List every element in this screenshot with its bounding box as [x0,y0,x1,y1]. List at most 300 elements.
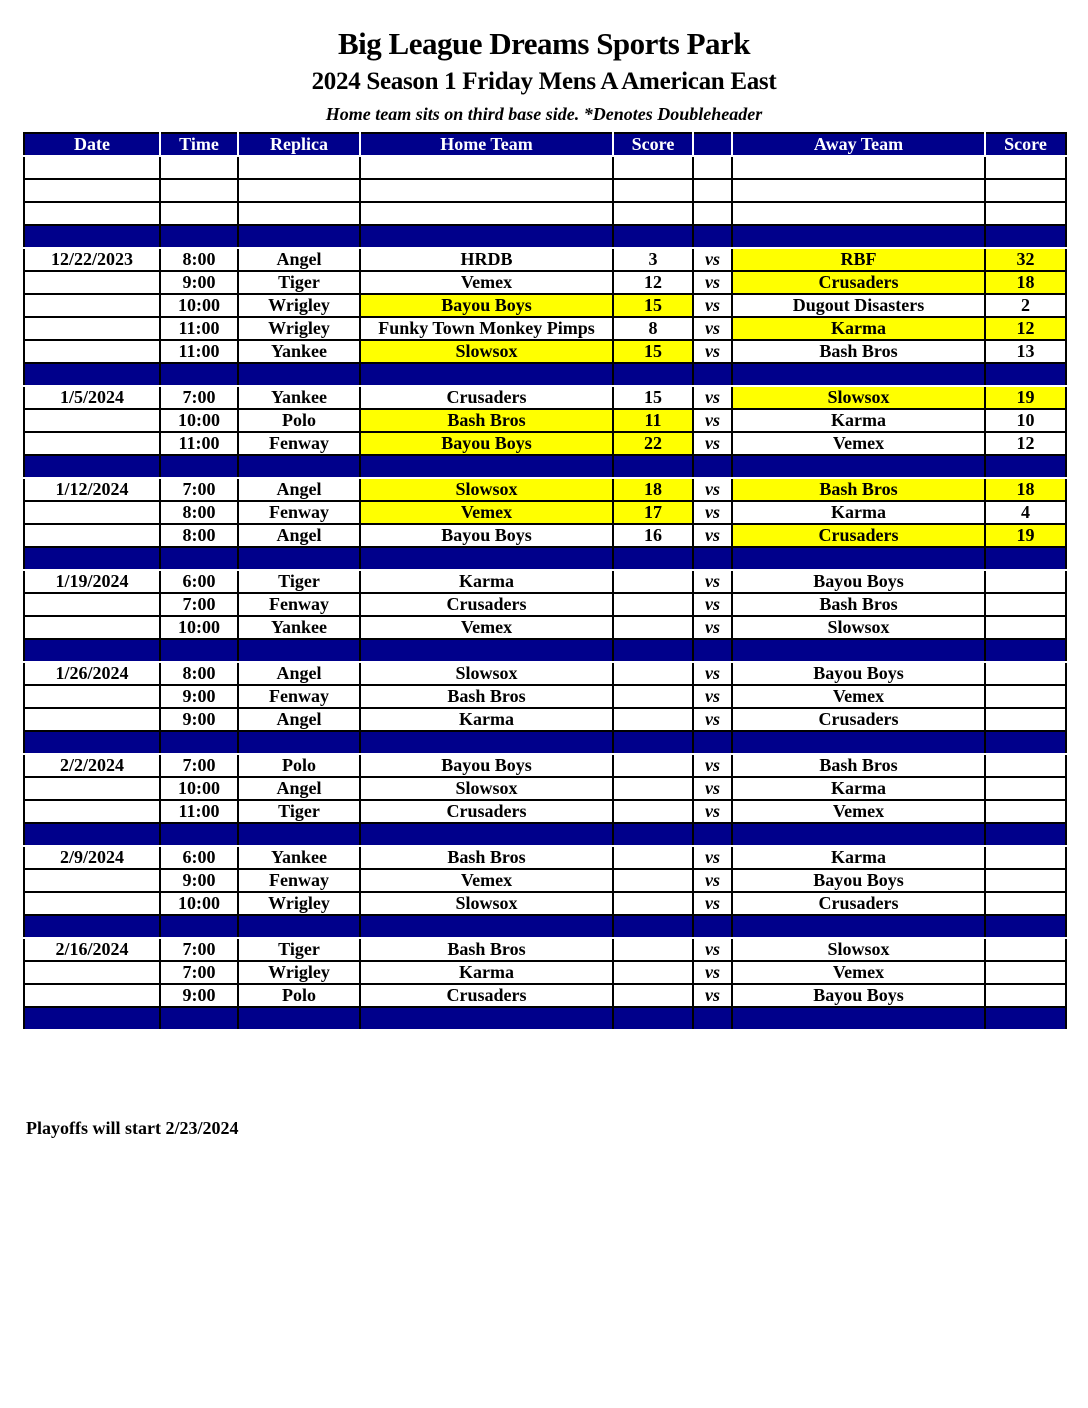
separator-cell [693,455,732,478]
separator-cell [693,225,732,248]
separator-row [24,731,1066,754]
cell-away-team: Slowsox [732,616,985,639]
game-row [24,478,1066,501]
separator-cell [693,915,732,938]
cell-time: 7:00 [160,754,238,777]
cell-home-score [613,869,693,892]
cell-home-team: Slowsox [360,892,613,915]
cell-away-team: Crusaders [732,524,985,547]
cell-away-team: Crusaders [732,892,985,915]
blank-cell [693,179,732,202]
separator-cell [360,1007,613,1030]
cell-home-team: Karma [360,961,613,984]
cell-away-team: Vemex [732,685,985,708]
game-row [24,248,1066,271]
cell-away-score [985,685,1066,708]
game-row [24,386,1066,409]
cell-date [24,501,160,524]
cell-home-score: 22 [613,432,693,455]
blank-cell [360,156,613,179]
blank-cell [360,202,613,225]
separator-cell [238,225,360,248]
game-row [24,685,1066,708]
cell-home-score [613,662,693,685]
cell-away-score [985,754,1066,777]
cell-time: 11:00 [160,800,238,823]
cell-replica: Fenway [238,685,360,708]
cell-home-team: Crusaders [360,800,613,823]
cell-away-score: 2 [985,294,1066,317]
cell-home-score: 15 [613,340,693,363]
separator-cell [24,1007,160,1030]
separator-cell [732,915,985,938]
cell-replica: Tiger [238,271,360,294]
cell-date: 2/9/2024 [24,846,160,869]
separator-cell [238,731,360,754]
cell-home-score [613,708,693,731]
cell-vs: vs [693,800,732,823]
cell-away-team: Bayou Boys [732,869,985,892]
cell-away-score: 4 [985,501,1066,524]
game-row [24,708,1066,731]
game-row [24,846,1066,869]
separator-cell [985,455,1066,478]
cell-time: 8:00 [160,248,238,271]
cell-home-team: Funky Town Monkey Pimps [360,317,613,340]
cell-home-score [613,616,693,639]
blank-cell [732,202,985,225]
cell-away-score [985,938,1066,961]
blank-cell [24,156,160,179]
separator-row [24,915,1066,938]
cell-home-score: 11 [613,409,693,432]
cell-replica: Angel [238,478,360,501]
cell-date [24,432,160,455]
game-row [24,501,1066,524]
page-title: Big League Dreams Sports Park [337,26,751,61]
cell-home-score: 12 [613,271,693,294]
cell-away-team: Bayou Boys [732,662,985,685]
cell-time: 11:00 [160,340,238,363]
cell-away-score: 12 [985,317,1066,340]
separator-row [24,455,1066,478]
cell-date [24,961,160,984]
cell-vs: vs [693,984,732,1007]
separator-cell [985,547,1066,570]
cell-home-team: Bayou Boys [360,524,613,547]
cell-vs: vs [693,777,732,800]
cell-home-score: 18 [613,478,693,501]
separator-cell [693,823,732,846]
cell-replica: Angel [238,777,360,800]
separator-cell [985,225,1066,248]
separator-cell [985,1007,1066,1030]
cell-away-team: Vemex [732,432,985,455]
cell-home-score [613,846,693,869]
col-header-away-team: Away Team [732,133,985,156]
separator-cell [360,639,613,662]
game-row [24,409,1066,432]
game-row [24,593,1066,616]
separator-cell [238,547,360,570]
cell-home-team: Slowsox [360,777,613,800]
separator-row [24,1007,1066,1030]
cell-home-team: Crusaders [360,386,613,409]
separator-cell [238,363,360,386]
cell-time: 9:00 [160,271,238,294]
separator-cell [732,225,985,248]
cell-home-team: Karma [360,708,613,731]
separator-cell [238,455,360,478]
cell-home-team: HRDB [360,248,613,271]
cell-time: 10:00 [160,616,238,639]
cell-time: 9:00 [160,984,238,1007]
cell-replica: Tiger [238,938,360,961]
cell-replica: Tiger [238,800,360,823]
separator-cell [613,455,693,478]
game-row [24,432,1066,455]
cell-vs: vs [693,869,732,892]
cell-away-score: 19 [985,524,1066,547]
cell-home-score: 8 [613,317,693,340]
separator-cell [360,225,613,248]
cell-date: 1/19/2024 [24,570,160,593]
col-header-vs [693,133,732,156]
blank-cell [238,156,360,179]
cell-away-team: Vemex [732,800,985,823]
cell-replica: Polo [238,754,360,777]
game-row [24,754,1066,777]
blank-cell [985,179,1066,202]
cell-time: 6:00 [160,846,238,869]
game-row [24,662,1066,685]
cell-home-team: Karma [360,570,613,593]
cell-away-team: Bayou Boys [732,984,985,1007]
separator-cell [613,731,693,754]
separator-cell [360,363,613,386]
cell-away-team: Karma [732,317,985,340]
cell-away-team: Karma [732,409,985,432]
cell-time: 10:00 [160,892,238,915]
game-row [24,961,1066,984]
game-row [24,524,1066,547]
cell-date [24,524,160,547]
cell-home-team: Slowsox [360,478,613,501]
cell-date [24,409,160,432]
separator-cell [693,363,732,386]
separator-cell [360,455,613,478]
cell-away-score [985,593,1066,616]
cell-date [24,317,160,340]
blank-cell [160,202,238,225]
cell-away-team: Karma [732,846,985,869]
cell-time: 7:00 [160,593,238,616]
cell-time: 10:00 [160,294,238,317]
game-row [24,570,1066,593]
cell-replica: Fenway [238,432,360,455]
cell-away-score [985,846,1066,869]
cell-home-score [613,800,693,823]
cell-date [24,616,160,639]
separator-cell [732,1007,985,1030]
cell-vs: vs [693,294,732,317]
page-note: Home team sits on third base side. *Denotes Doubleheader [325,104,763,124]
separator-cell [732,731,985,754]
blank-cell [985,202,1066,225]
cell-time: 9:00 [160,869,238,892]
cell-away-score: 12 [985,432,1066,455]
cell-home-score [613,685,693,708]
col-header-replica: Replica [238,133,360,156]
cell-vs: vs [693,524,732,547]
cell-home-team: Bayou Boys [360,294,613,317]
blank-row [24,156,1066,179]
blank-cell [360,179,613,202]
separator-cell [613,915,693,938]
blank-cell [693,156,732,179]
separator-cell [160,915,238,938]
cell-away-score [985,892,1066,915]
cell-away-team: Bayou Boys [732,570,985,593]
cell-date [24,593,160,616]
separator-cell [613,225,693,248]
blank-cell [238,202,360,225]
cell-replica: Yankee [238,340,360,363]
separator-cell [985,639,1066,662]
game-row [24,938,1066,961]
separator-cell [160,455,238,478]
separator-row [24,225,1066,248]
cell-away-team: Bash Bros [732,478,985,501]
cell-home-score: 15 [613,294,693,317]
separator-cell [613,1007,693,1030]
cell-away-team: Bash Bros [732,340,985,363]
cell-home-team: Bash Bros [360,685,613,708]
cell-replica: Polo [238,409,360,432]
cell-replica: Yankee [238,616,360,639]
cell-away-team: Dugout Disasters [732,294,985,317]
cell-home-score: 17 [613,501,693,524]
cell-vs: vs [693,386,732,409]
cell-home-team: Vemex [360,501,613,524]
cell-away-team: Crusaders [732,708,985,731]
cell-vs: vs [693,501,732,524]
game-row [24,800,1066,823]
separator-cell [238,1007,360,1030]
separator-cell [732,639,985,662]
separator-cell [732,455,985,478]
separator-cell [985,363,1066,386]
cell-vs: vs [693,616,732,639]
cell-home-team: Bash Bros [360,938,613,961]
cell-vs: vs [693,846,732,869]
blank-cell [985,156,1066,179]
cell-away-score: 13 [985,340,1066,363]
cell-away-score: 32 [985,248,1066,271]
separator-cell [160,731,238,754]
cell-date [24,984,160,1007]
separator-cell [24,547,160,570]
cell-away-team: Karma [732,501,985,524]
cell-vs: vs [693,662,732,685]
separator-cell [24,731,160,754]
cell-replica: Polo [238,984,360,1007]
col-header-away-score: Score [985,133,1066,156]
cell-vs: vs [693,938,732,961]
playoffs-note: Playoffs will start 2/23/2024 [26,1118,239,1138]
cell-home-team: Vemex [360,271,613,294]
cell-home-team: Vemex [360,616,613,639]
separator-cell [24,915,160,938]
cell-away-team: Karma [732,777,985,800]
separator-cell [160,1007,238,1030]
cell-date: 2/2/2024 [24,754,160,777]
cell-away-score: 19 [985,386,1066,409]
cell-away-score [985,662,1066,685]
cell-vs: vs [693,317,732,340]
cell-away-score [985,800,1066,823]
cell-replica: Fenway [238,869,360,892]
cell-vs: vs [693,708,732,731]
cell-vs: vs [693,892,732,915]
separator-cell [613,639,693,662]
cell-home-score [613,892,693,915]
separator-cell [613,823,693,846]
cell-replica: Angel [238,524,360,547]
separator-cell [985,915,1066,938]
cell-home-team: Bayou Boys [360,754,613,777]
separator-cell [732,547,985,570]
cell-time: 10:00 [160,777,238,800]
separator-row [24,823,1066,846]
game-row [24,869,1066,892]
separator-cell [160,547,238,570]
game-row [24,984,1066,1007]
cell-time: 6:00 [160,570,238,593]
game-row [24,294,1066,317]
separator-row [24,363,1066,386]
cell-time: 7:00 [160,938,238,961]
cell-time: 8:00 [160,501,238,524]
cell-date [24,800,160,823]
cell-time: 8:00 [160,524,238,547]
cell-vs: vs [693,754,732,777]
separator-cell [693,1007,732,1030]
cell-home-score: 16 [613,524,693,547]
game-row [24,317,1066,340]
separator-cell [693,731,732,754]
game-row [24,892,1066,915]
cell-time: 8:00 [160,662,238,685]
blank-cell [613,202,693,225]
cell-time: 9:00 [160,708,238,731]
cell-home-score [613,938,693,961]
cell-home-team: Crusaders [360,593,613,616]
cell-home-score [613,984,693,1007]
cell-away-score: 18 [985,271,1066,294]
separator-cell [238,915,360,938]
blank-row [24,202,1066,225]
cell-date [24,869,160,892]
separator-cell [693,639,732,662]
separator-cell [613,363,693,386]
cell-time: 11:00 [160,432,238,455]
cell-vs: vs [693,340,732,363]
cell-replica: Angel [238,662,360,685]
separator-cell [985,823,1066,846]
blank-row [24,179,1066,202]
cell-date [24,708,160,731]
separator-row [24,639,1066,662]
cell-home-score [613,570,693,593]
header-row [24,133,1066,156]
blank-cell [732,156,985,179]
separator-cell [160,823,238,846]
cell-away-score [985,984,1066,1007]
cell-date [24,685,160,708]
separator-cell [238,823,360,846]
cell-home-team: Slowsox [360,662,613,685]
separator-cell [360,731,613,754]
cell-away-score: 18 [985,478,1066,501]
cell-date: 12/22/2023 [24,248,160,271]
cell-date [24,271,160,294]
cell-replica: Fenway [238,593,360,616]
cell-away-team: Bash Bros [732,593,985,616]
game-row [24,616,1066,639]
cell-date [24,340,160,363]
separator-cell [24,639,160,662]
cell-away-team: Vemex [732,961,985,984]
blank-cell [160,156,238,179]
cell-time: 9:00 [160,685,238,708]
game-row [24,340,1066,363]
cell-time: 7:00 [160,386,238,409]
cell-replica: Wrigley [238,294,360,317]
cell-time: 10:00 [160,409,238,432]
cell-date: 2/16/2024 [24,938,160,961]
cell-vs: vs [693,478,732,501]
blank-cell [693,202,732,225]
cell-vs: vs [693,271,732,294]
blank-cell [24,202,160,225]
cell-home-team: Bayou Boys [360,432,613,455]
cell-replica: Angel [238,248,360,271]
cell-home-score [613,961,693,984]
separator-cell [160,225,238,248]
col-header-time: Time [160,133,238,156]
separator-cell [24,363,160,386]
col-header-date: Date [24,133,160,156]
cell-replica: Tiger [238,570,360,593]
blank-cell [160,179,238,202]
cell-replica: Wrigley [238,961,360,984]
schedule-table [23,132,1067,1031]
cell-replica: Fenway [238,501,360,524]
blank-cell [613,179,693,202]
separator-cell [160,363,238,386]
cell-home-team: Slowsox [360,340,613,363]
cell-home-score: 3 [613,248,693,271]
blank-cell [613,156,693,179]
blank-cell [238,179,360,202]
cell-date: 1/12/2024 [24,478,160,501]
cell-home-team: Bash Bros [360,409,613,432]
separator-cell [732,363,985,386]
page-subtitle: 2024 Season 1 Friday Mens A American East [311,68,777,95]
cell-away-score [985,869,1066,892]
col-header-home-team: Home Team [360,133,613,156]
